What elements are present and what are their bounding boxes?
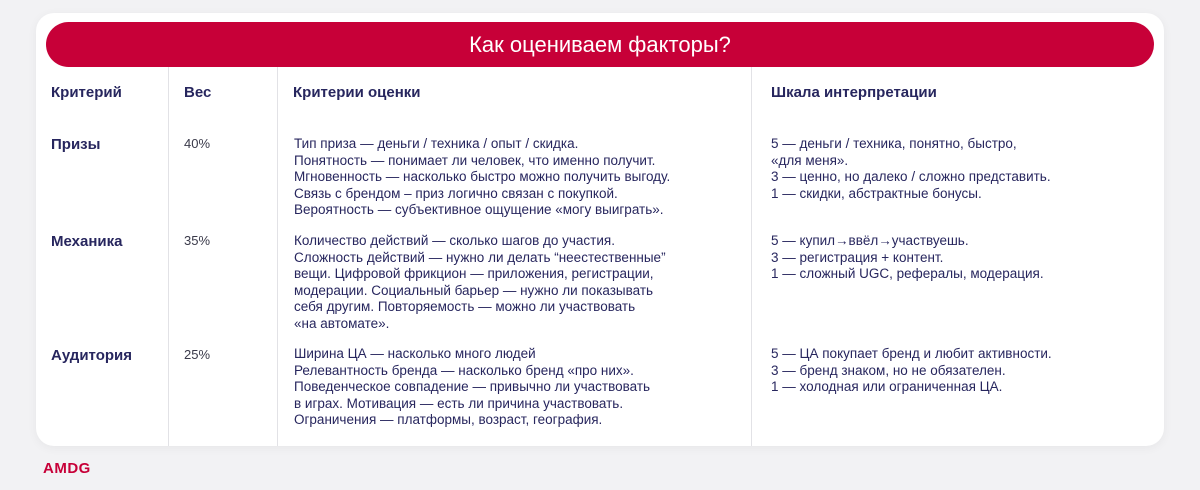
row-criterion-mechanics: Механика bbox=[51, 233, 123, 250]
column-divider bbox=[168, 67, 169, 446]
text-line: 5 — купил→ввёл→участвуешь. bbox=[771, 233, 969, 248]
text-line: 3 — бренд знаком, но не обязателен. bbox=[771, 362, 1006, 378]
row-scale-mechanics bbox=[771, 233, 1044, 283]
text-line: «для меня». bbox=[771, 152, 849, 168]
header-evaluation: Критерии оценки bbox=[293, 84, 421, 101]
row-evaluation-audience bbox=[294, 346, 650, 429]
text-line: Связь с брендом – приз логично связан с покупкой. bbox=[294, 185, 618, 201]
text-line: вещи. Цифровой фрикцион — приложения, регистрации, bbox=[294, 266, 654, 281]
text-line: Вероятность — субъективное ощущение «могу выиграть». bbox=[294, 202, 664, 217]
row-weight-mechanics: 35% bbox=[184, 233, 211, 248]
row-criterion-audience: Аудитория bbox=[51, 347, 132, 364]
text-line: Ограничения — платформы, возраст, география. bbox=[294, 412, 603, 427]
text-line: Понятность — понимает ли человек, что именно получит. bbox=[294, 152, 656, 168]
row-criterion-prizes: Призы bbox=[51, 136, 101, 153]
text-line: Тип приза — деньги / техника / опыт / скидка. bbox=[294, 136, 579, 151]
brand-logo: AMDG bbox=[43, 460, 91, 477]
column-divider bbox=[277, 67, 278, 446]
text-line: себя другим. Повторяемость — можно ли участвовать bbox=[294, 299, 636, 314]
text-line: Сложность действий — нужно ли делать “неестественные” bbox=[294, 249, 666, 265]
text-line: Поведенческое совпадение — привычно ли участвовать bbox=[294, 379, 651, 394]
text-line: 1 — холодная или ограниченная ЦА. bbox=[771, 379, 1003, 394]
row-scale-audience bbox=[771, 346, 1052, 396]
text-line: Релевантность бренда — насколько бренд «про них». bbox=[294, 362, 634, 378]
text-line: в играх. Мотивация — есть ли причина участвовать. bbox=[294, 395, 624, 411]
text-line: Мгновенность — насколько быстро можно получить выгоду. bbox=[294, 169, 671, 184]
text-line: 1 — скидки, абстрактные бонусы. bbox=[771, 185, 982, 201]
text-line: 3 — ценно, но далеко / сложно представить. bbox=[771, 169, 1051, 184]
row-evaluation-prizes bbox=[294, 136, 670, 219]
page-title: Как оцениваем факторы? bbox=[46, 22, 1154, 67]
text-line: Количество действий — сколько шагов до участия. bbox=[294, 233, 615, 248]
header-criterion: Критерий bbox=[51, 84, 122, 101]
header-weight: Вес bbox=[184, 84, 212, 101]
text-line: «на автомате». bbox=[294, 315, 390, 331]
row-scale-prizes bbox=[771, 136, 1051, 202]
text-line: 5 — деньги / техника, понятно, быстро, bbox=[771, 136, 1017, 151]
text-line: Ширина ЦА — насколько много людей bbox=[294, 346, 536, 361]
row-evaluation-mechanics bbox=[294, 233, 666, 332]
column-divider bbox=[751, 67, 752, 446]
text-line: модерации. Социальный барьер — нужно ли показывать bbox=[294, 282, 654, 298]
header-scale: Шкала интерпретации bbox=[771, 84, 937, 101]
row-weight-prizes: 40% bbox=[184, 136, 211, 151]
text-line: 5 — ЦА покупает бренд и любит активности. bbox=[771, 346, 1052, 361]
text-line: 3 — регистрация + контент. bbox=[771, 249, 944, 265]
text-line: 1 — сложный UGC, рефералы, модерация. bbox=[771, 266, 1044, 281]
row-weight-audience: 25% bbox=[184, 347, 211, 362]
